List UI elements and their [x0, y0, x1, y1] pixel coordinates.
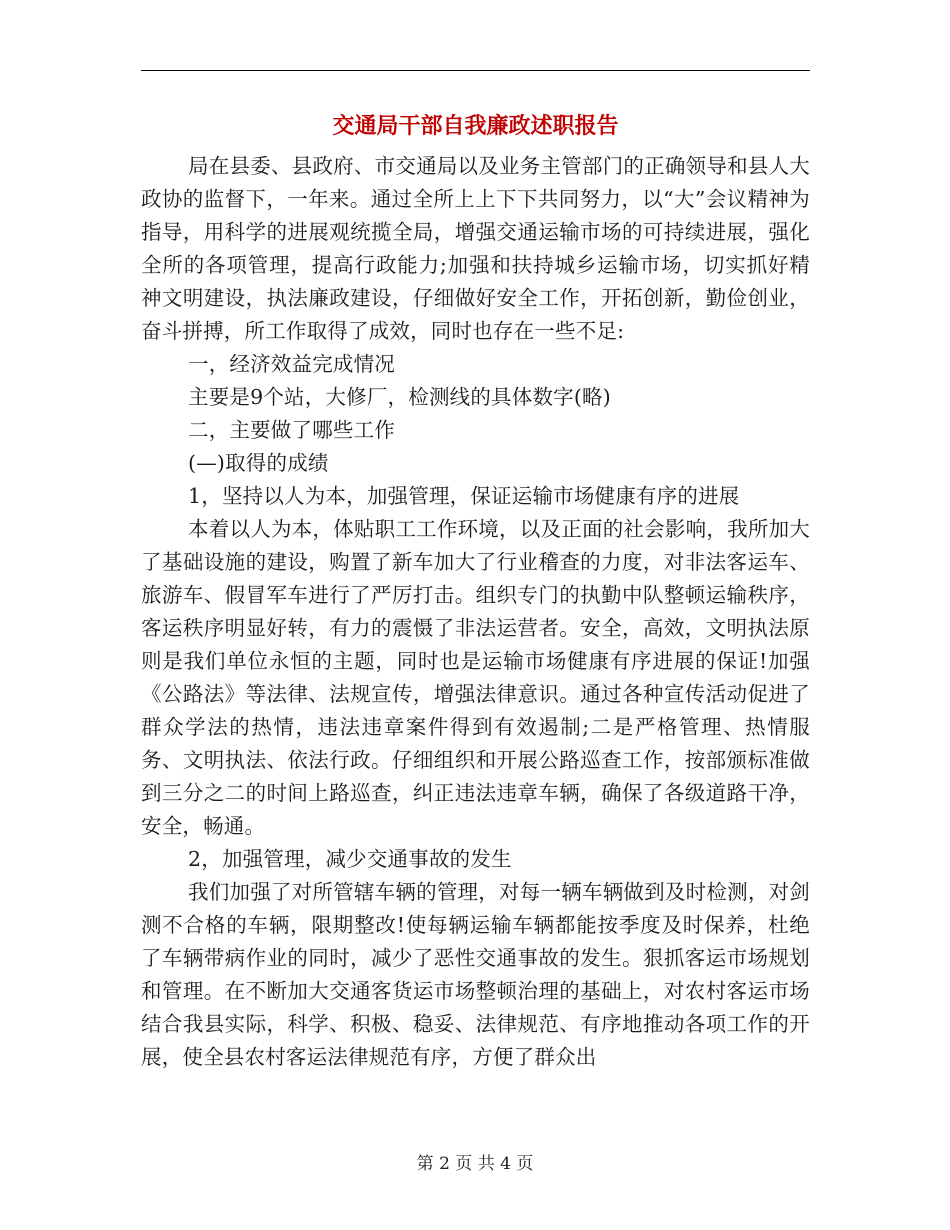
document-title: 交通局干部自我廉政述职报告 — [332, 113, 619, 139]
heading-people-oriented: 1，坚持以人为本，加强管理，保证运输市场健康有序的进展 — [188, 484, 740, 508]
heading-economic-benefits: 一，经济效益完成情况 — [188, 352, 395, 376]
document-body — [141, 150, 810, 1074]
page-number: 第 2 页 共 4 页 — [416, 1154, 534, 1174]
paragraph-intro: 局在县委、县政府、市交通局以及业务主管部门的正确领导和县人大政协的监督下，一年来。通过全所上上下下共同努力，以“大”会议精神为指导，用科学的进展观统揽全局，增强交通运输市场的可持续进展，强化全所的各项管理，提高行政能力;加强和扶持城乡运输市场，切实抓好精神文明建设，执法廉政建设，仔细做好安全工作，开拓创新，勤俭创业，奋斗拼搏，所工作取得了成效，同时也存在一些不足: — [141, 154, 810, 343]
heading-main-work: 二，主要做了哪些工作 — [188, 418, 395, 442]
paragraph-reduce-accidents: 我们加强了对所管辖车辆的管理，对每一辆车辆做到及时检测，对剑测不合格的车辆，限期整改!使每辆运输车辆都能按季度及时保养，杜绝了车辆带病作业的同时，减少了恶性交通事故的发生。狠抓客运市场规划和管理。在不断加大交通客货运市场整顿治理的基础上，对农村客运市场结合我县实际，科学、积极、稳妥、法律规范、有序地推动各项工作的开展，使全县农村客运法律规范有序，方便了群众出 — [141, 880, 810, 1069]
paragraph-figures: 主要是9个站，大修厂，检测线的具体数字(略) — [188, 385, 611, 409]
heading-achievements: (—)取得的成绩 — [188, 451, 329, 475]
header-rule — [141, 70, 810, 71]
paragraph-people-oriented: 本着以人为本，体贴职工工作环境，以及正面的社会影响，我所加大了基础设施的建设，购置了新车加大了行业稽查的力度，对非法客运车、旅游车、假冒军车进行了严厉打击。组织专门的执勤中队整顿运输秩序，客运秩序明显好转，有力的震慑了非法运营者。安全，高效，文明执法原则是我们单位永恒的主题，同时也是运输市场健康有序进展的保证!加强《公路法》等法律、法规宣传，增强法律意识。通过各种宣传活动促进了群众学法的热情，违法违章案件得到有效遏制;二是严格管理、热情服务、文明执法、依法行政。仔细组织和开展公路巡查工作，按部颁标准做到三分之二的时间上路巡查，纠正违法违章车辆，确保了各级道路干净，安全，畅通。 — [141, 517, 810, 838]
heading-reduce-accidents: 2，加强管理，减少交通事故的发生 — [188, 847, 512, 871]
